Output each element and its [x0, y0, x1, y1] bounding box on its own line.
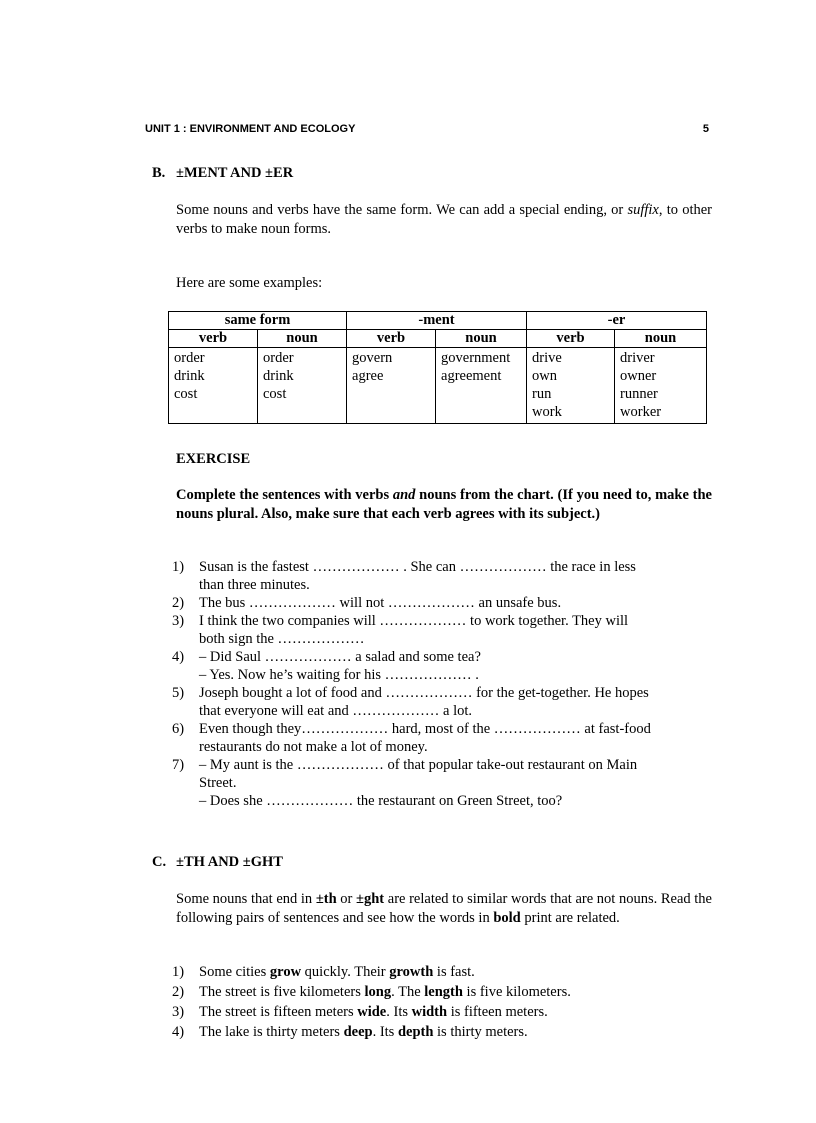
cell-word: order	[263, 350, 294, 366]
section-c-heading	[152, 854, 283, 871]
exercise-item	[172, 684, 702, 720]
page-number: 5	[702, 123, 709, 135]
example-pairs	[172, 962, 702, 1042]
item-number: 2)	[172, 984, 185, 1000]
table-cell	[347, 348, 436, 424]
example-item	[172, 962, 702, 982]
section-c-title: ±TH AND ±GHT	[176, 854, 283, 870]
example-item	[172, 1022, 702, 1042]
column-header: noun	[615, 330, 707, 348]
intro-text: Some nouns that end in	[176, 891, 316, 907]
table-cell	[436, 348, 527, 424]
item-text: The street is five kilometers	[199, 984, 365, 1000]
section-b-heading	[152, 165, 293, 182]
item-number: 1)	[172, 559, 185, 575]
table-column-row	[169, 330, 707, 348]
intro-text: print are related.	[520, 910, 620, 926]
instructions-text: Complete the sentences with verbs	[176, 487, 393, 503]
item-number: 6)	[172, 721, 185, 737]
item-text: is five kilometers.	[462, 984, 571, 1000]
cell-word: drink	[263, 368, 294, 384]
word-forms-table	[168, 311, 707, 424]
item-line: The bus ……………… will not ……………… an unsafe bus.	[199, 595, 562, 611]
item-text: is fast.	[433, 964, 475, 980]
item-text: The street is fifteen meters	[199, 1004, 358, 1020]
cell-word: own	[532, 368, 557, 384]
instructions-text-end: nouns from the chart. (If you need to, make the nouns plural. Also, make sure that each verb agrees with its subject.)	[176, 487, 712, 522]
table-group-row	[169, 312, 707, 330]
item-number: 3)	[172, 613, 185, 629]
column-header: noun	[436, 330, 527, 348]
table-row	[169, 348, 707, 424]
running-header	[145, 123, 709, 139]
column-header: noun	[258, 330, 347, 348]
section-b-title: ±MENT AND ±ER	[176, 165, 294, 181]
item-number: 7)	[172, 757, 185, 773]
item-number: 4)	[172, 1024, 185, 1040]
item-line: – My aunt is the ……………… of that popular take-out restaurant on Main	[199, 757, 638, 773]
section-c-letter: C.	[152, 854, 167, 870]
cell-word: runner	[620, 386, 658, 402]
table-cell	[258, 348, 347, 424]
group-header: -er	[527, 312, 707, 330]
cell-word: driver	[620, 350, 655, 366]
item-text: . Its	[386, 1004, 412, 1020]
table-cell	[615, 348, 707, 424]
item-bold-word: width	[411, 1004, 448, 1020]
cell-word: cost	[174, 386, 198, 402]
item-text: quickly. Their	[301, 964, 390, 980]
item-bold-word: long	[364, 984, 392, 1000]
exercise-item	[172, 558, 702, 594]
table-cell	[169, 348, 258, 424]
exercise-item	[172, 648, 702, 684]
item-line: Susan is the fastest ……………… . She can ……………… the race in less	[199, 559, 636, 575]
item-line: – Does she ……………… the restaurant on Green Street, too?	[199, 793, 563, 809]
exercise-item	[172, 612, 702, 648]
intro-text: are related to similar words that are not nouns. Read the following pairs of sentences and see how the words in	[176, 891, 712, 926]
item-number: 5)	[172, 685, 185, 701]
item-bold-word: depth	[397, 1024, 434, 1040]
cell-word: government	[441, 350, 511, 366]
item-text: . Its	[372, 1024, 398, 1040]
item-text: is thirty meters.	[433, 1024, 528, 1040]
section-b-letter: B.	[152, 165, 166, 181]
item-text: Some cities	[199, 964, 270, 980]
exercise-items	[172, 558, 702, 810]
item-line: Joseph bought a lot of food and ……………… for the get-together. He hopes	[199, 685, 649, 701]
examples-label: Here are some examples:	[176, 275, 323, 291]
intro-text: Some nouns and verbs have the same form. We can add a special ending, or	[176, 202, 628, 218]
intro-bold: ±ght	[356, 891, 385, 907]
item-line: restaurants do not make a lot of money.	[199, 739, 428, 755]
item-number: 3)	[172, 1004, 185, 1020]
intro-bold: bold	[493, 910, 521, 926]
intro-text-end: , to other verbs to make noun forms.	[176, 202, 712, 237]
cell-word: run	[532, 386, 552, 402]
cell-word: agreement	[441, 368, 502, 384]
exercise-instructions	[176, 486, 712, 524]
item-line: I think the two companies will ……………… to work together. They will	[199, 613, 629, 629]
item-bold-word: deep	[343, 1024, 373, 1040]
item-line: Even though they……………… hard, most of the ……………… at fast-food	[199, 721, 651, 737]
cell-word: drink	[174, 368, 205, 384]
unit-title: UNIT 1 : ENVIRONMENT AND ECOLOGY	[145, 123, 356, 135]
item-text: The lake is thirty meters	[199, 1024, 344, 1040]
item-number: 1)	[172, 964, 185, 980]
item-bold-word: grow	[269, 964, 302, 980]
cell-word: agree	[352, 368, 384, 384]
intro-bold: ±th	[315, 891, 337, 907]
intro-italic-term: suffix	[627, 202, 659, 218]
cell-word: cost	[263, 386, 287, 402]
exercise-item	[172, 720, 702, 756]
item-line: than three minutes.	[199, 577, 310, 593]
section-c-intro	[176, 890, 712, 928]
cell-word: order	[174, 350, 205, 366]
item-line: both sign the ………………	[199, 631, 365, 647]
table-cell	[527, 348, 615, 424]
example-item	[172, 1002, 702, 1022]
item-bold-word: wide	[357, 1004, 387, 1020]
column-header: verb	[169, 330, 258, 348]
item-number: 4)	[172, 649, 185, 665]
instructions-italic: and	[392, 487, 416, 503]
column-header: verb	[347, 330, 436, 348]
item-bold-word: growth	[389, 964, 434, 980]
exercise-item	[172, 594, 702, 612]
cell-word: govern	[352, 350, 393, 366]
group-header: same form	[169, 312, 347, 330]
item-line: – Yes. Now he’s waiting for his ……………… .	[199, 667, 479, 683]
item-bold-word: length	[424, 984, 463, 1000]
exercise-title: EXERCISE	[176, 451, 251, 467]
exercise-item	[172, 756, 702, 810]
section-b-intro	[176, 201, 712, 239]
item-text: is fifteen meters.	[447, 1004, 548, 1020]
column-header: verb	[527, 330, 615, 348]
cell-word: work	[532, 404, 562, 420]
item-line: – Did Saul ……………… a salad and some tea?	[199, 649, 481, 665]
group-header: -ment	[347, 312, 527, 330]
item-text: . The	[391, 984, 425, 1000]
cell-word: owner	[620, 368, 657, 384]
cell-word: worker	[620, 404, 662, 420]
intro-text: or	[336, 891, 357, 907]
cell-word: drive	[532, 350, 562, 366]
item-line: Street.	[199, 775, 237, 791]
example-item	[172, 982, 702, 1002]
item-number: 2)	[172, 595, 185, 611]
item-line: that everyone will eat and ……………… a lot.	[199, 703, 473, 719]
